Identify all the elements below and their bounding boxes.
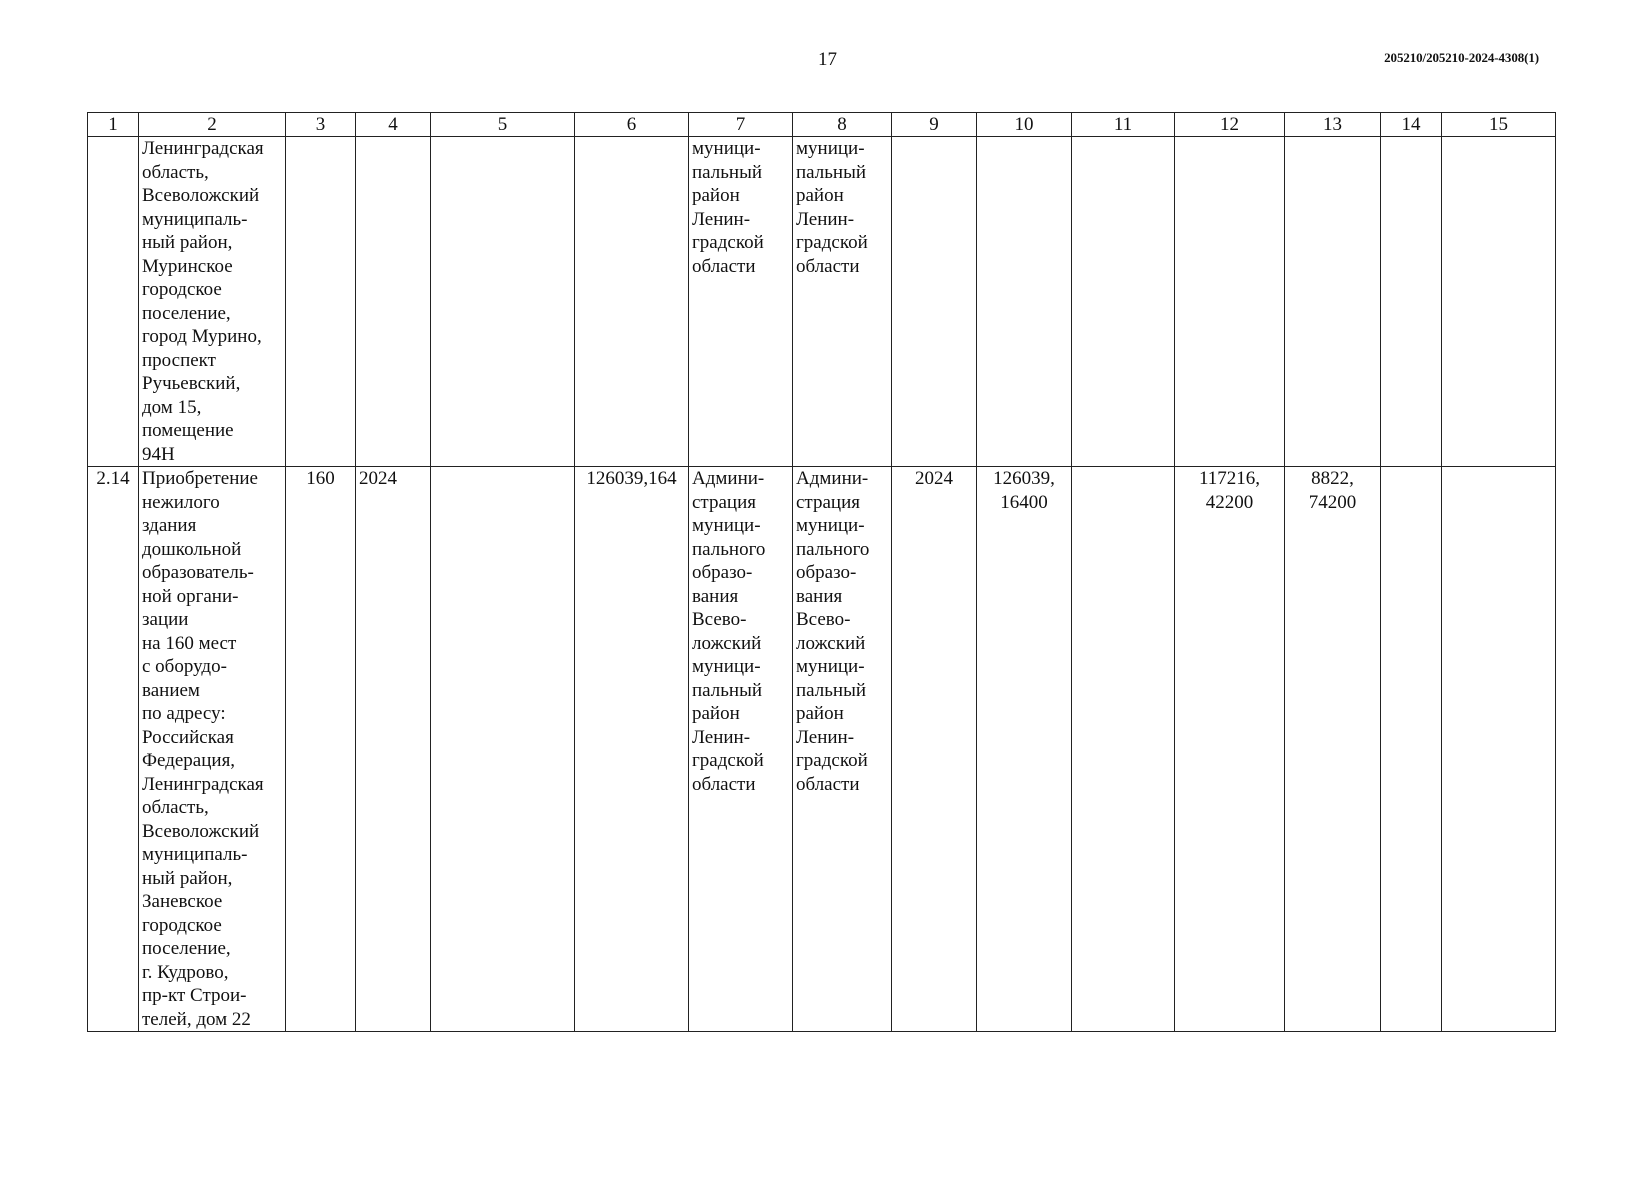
cell-capacity — [286, 137, 356, 467]
cell-capacity: 160 — [286, 467, 356, 1032]
cell-year: 2024 — [356, 467, 431, 1032]
cell-cost: 126039,164 — [575, 467, 689, 1032]
cell-col11 — [1072, 467, 1175, 1032]
cell-object-address: Ленинградская область, Всеволожский муниципаль- ный район, Муринское городское поселение, город Мурино, проспект Ручьевский, дом 15, помещение 94Н — [139, 137, 286, 467]
column-header: 4 — [356, 113, 431, 137]
column-header: 5 — [431, 113, 575, 137]
cell-cost — [575, 137, 689, 467]
cell-number — [88, 137, 139, 467]
column-header: 14 — [1381, 113, 1442, 137]
cell-col7-organization: Админи- страция муници- пального образо- вания Всево- ложский муници- пальный район Ленин- градской области — [689, 467, 793, 1032]
cell-year — [356, 137, 431, 467]
column-header: 1 — [88, 113, 139, 137]
cell-col10 — [977, 137, 1072, 467]
column-header: 10 — [977, 113, 1072, 137]
cell-number: 2.14 — [88, 467, 139, 1032]
cell-col5 — [431, 137, 575, 467]
column-header: 12 — [1175, 113, 1285, 137]
column-header: 3 — [286, 113, 356, 137]
table-row-continued — [88, 137, 1556, 467]
cell-col14 — [1381, 137, 1442, 467]
column-header: 2 — [139, 113, 286, 137]
page-number: 17 — [818, 49, 837, 70]
cell-col7-organization: муници- пальный район Ленин- градской области — [689, 137, 793, 467]
cell-col14 — [1381, 467, 1442, 1032]
column-header: 11 — [1072, 113, 1175, 137]
column-header: 6 — [575, 113, 689, 137]
column-header: 8 — [793, 113, 892, 137]
cell-col9 — [892, 137, 977, 467]
cell-col10: 126039, 16400 — [977, 467, 1072, 1032]
cell-col9: 2024 — [892, 467, 977, 1032]
column-header: 7 — [689, 113, 793, 137]
cell-col11 — [1072, 137, 1175, 467]
cell-col8-organization: муници- пальный район Ленин- градской области — [793, 137, 892, 467]
cell-col13: 8822, 74200 — [1285, 467, 1381, 1032]
column-header: 9 — [892, 113, 977, 137]
cell-col12: 117216, 42200 — [1175, 467, 1285, 1032]
cell-col15 — [1442, 137, 1556, 467]
cell-col15 — [1442, 467, 1556, 1032]
column-number-header-row — [88, 113, 1556, 137]
document-code: 205210/205210-2024-4308(1) — [1384, 50, 1539, 65]
cell-col12 — [1175, 137, 1285, 467]
cell-col5 — [431, 467, 575, 1032]
cell-col8-organization: Админи- страция муници- пального образо- вания Всево- ложский муници- пальный район Ленин- градской области — [793, 467, 892, 1032]
table-row-2-14 — [88, 467, 1556, 1032]
cell-object-address: Приобретение нежилого здания дошкольной образователь- ной органи- зации на 160 мест с оборудо- ванием по адресу: Российская Федерация, Ленинградская область, Всеволожский муниципаль- ный район, Заневское городское поселение, г. Кудрово, пр-кт Строи- телей, дом 22 — [139, 467, 286, 1032]
cell-col13 — [1285, 137, 1381, 467]
column-header: 15 — [1442, 113, 1556, 137]
column-header: 13 — [1285, 113, 1381, 137]
data-table — [87, 112, 1556, 1032]
